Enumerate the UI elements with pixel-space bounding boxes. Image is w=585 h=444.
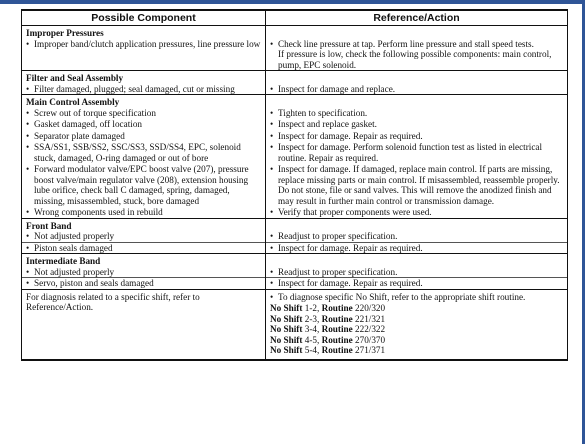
- section-title: Front Band: [26, 220, 72, 231]
- diagnosis-table: [21, 9, 568, 361]
- action-item: • Inspect for damage. Perform solenoid function test as listed in electrical routine. Repair as required.: [270, 142, 563, 163]
- component-item: • Separator plate damaged: [26, 131, 261, 142]
- routine-item: No Shift 5-4, Routine 271/371: [270, 345, 386, 355]
- component-cell: [22, 26, 266, 71]
- action-cell: [266, 218, 568, 242]
- component-item: • SSA/SS1, SSB/SS2, SSC/SS3, SSD/SS4, EPC, solenoid stuck, damaged, O-ring damaged or out of bore: [26, 142, 261, 163]
- action-item: • Inspect for damage and replace.: [270, 84, 563, 95]
- component-item: • Not adjusted properly: [26, 231, 261, 242]
- action-note: If pressure is low, check the following possible components: main control, pump, EPC solenoid.: [278, 49, 552, 70]
- component-item: • Filter damaged, plugged; seal damaged, cut or missing: [26, 84, 261, 95]
- action-cell: [266, 289, 568, 360]
- section-title: Main Control Assembly: [26, 97, 120, 107]
- action-cell: [266, 71, 568, 95]
- section-front-band: [22, 218, 568, 242]
- action-cell: [266, 95, 568, 119]
- action-cell: [266, 254, 568, 278]
- column-header-action: Reference/Action: [266, 10, 568, 26]
- action-item: • Verify that proper components were used.: [270, 207, 563, 218]
- diagnosis-text: For diagnosis related to a specific shift, refer to Reference/Action.: [26, 291, 200, 312]
- component-item: • Piston seals damaged: [26, 243, 261, 254]
- action-item: • Inspect and replace gasket.: [270, 119, 563, 130]
- section-title: Filter and Seal Assembly: [26, 73, 124, 83]
- action-item: • Readjust to proper specification.: [270, 267, 563, 278]
- component-cell: [22, 71, 266, 95]
- top-accent-bar: [0, 0, 585, 4]
- routine-item: No Shift 3-4, Routine 222/322: [270, 324, 386, 334]
- component-cell: [22, 254, 266, 278]
- table-row: [22, 278, 568, 290]
- section-shift-diagnosis: [22, 289, 568, 360]
- component-cell: [22, 218, 266, 242]
- component-item: • Forward modulator valve/EPC boost valve (207), pressure boost valve/main regulator valve (208), extension housing lube orifice, check ball C damaged, spring, damaged, missing, misassembled, stuck, bore damaged: [26, 164, 261, 206]
- table-row: [22, 130, 568, 142]
- table-row: [22, 163, 568, 206]
- table-row: [22, 206, 568, 218]
- action-item: • Inspect for damage. If damaged, replace main control. If parts are missing, replace missing parts or main control. If misassembled, reassemble properly. Do not stone, file or sand valves. This will remove the anodized finish and may result in further main control or transmission damage.: [270, 164, 563, 206]
- routine-list: [270, 303, 563, 356]
- component-item: • Screw out of torque specification: [26, 108, 261, 119]
- action-cell: [266, 26, 568, 71]
- routine-item: No Shift 2-3, Routine 221/321: [270, 313, 386, 324]
- table-row: [22, 242, 568, 254]
- component-item: • Gasket damaged, off location: [26, 119, 261, 130]
- action-item: • Inspect for damage. Repair as required.: [270, 243, 563, 254]
- section-improper-pressures: [22, 26, 568, 71]
- component-cell: [22, 95, 266, 119]
- component-cell: [22, 289, 266, 360]
- action-item: • Inspect for damage. Repair as required.: [270, 131, 563, 142]
- action-item: • To diagnose specific No Shift, refer to the appropriate shift routine.: [270, 292, 563, 303]
- table-row: [22, 141, 568, 163]
- section-title: Intermediate Band: [26, 256, 101, 266]
- section-filter-seal: [22, 71, 568, 95]
- action-item: • Check line pressure at tap. Perform line pressure and stall speed tests. If pressure is low, check the following possible components: main control, pump, EPC solenoid.: [270, 39, 563, 71]
- routine-item: No Shift 1-2, Routine 220/320: [270, 303, 386, 313]
- action-item: • Tighten to specification.: [270, 108, 563, 119]
- component-item: • Servo, piston and seals damaged: [26, 278, 261, 289]
- action-item: • Readjust to proper specification.: [270, 231, 563, 242]
- table-row: [22, 118, 568, 130]
- action-item: • Inspect for damage. Repair as required.: [270, 278, 563, 289]
- component-item: • Wrong components used in rebuild: [26, 207, 261, 218]
- section-title: Improper Pressures: [26, 28, 104, 38]
- component-item: • Not adjusted properly: [26, 267, 261, 278]
- routine-item: No Shift 4-5, Routine 270/370: [270, 334, 386, 345]
- table-header-row: [22, 10, 568, 26]
- column-header-component: Possible Component: [22, 10, 266, 26]
- section-intermediate-band: [22, 254, 568, 278]
- component-item: • Improper band/clutch application pressures, line pressure low: [26, 39, 261, 50]
- section-main-control: [22, 95, 568, 119]
